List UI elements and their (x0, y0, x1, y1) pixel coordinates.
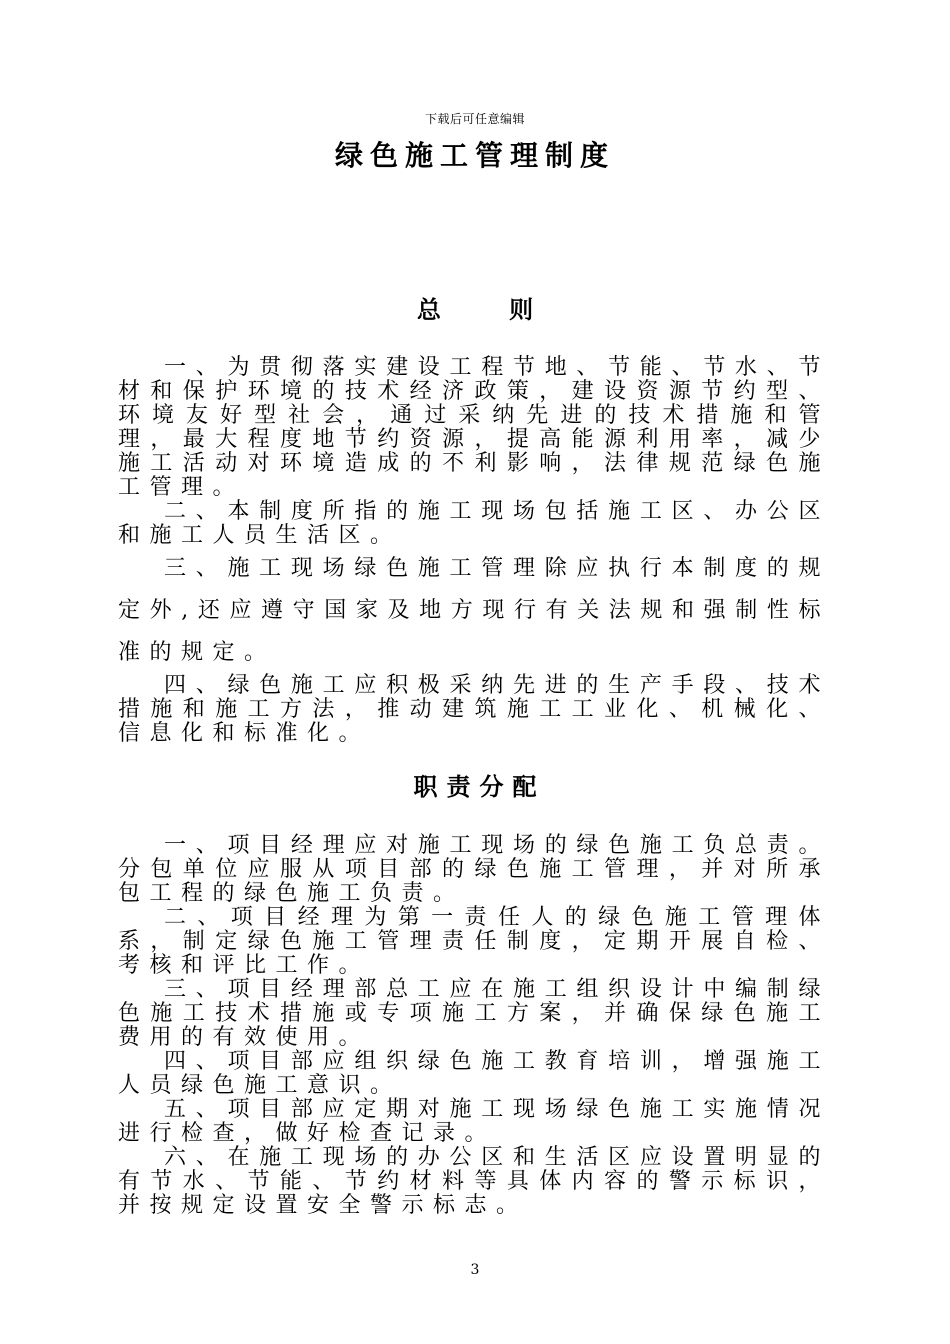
paragraph: 四、绿色施工应积极采纳先进的生产手段、技术措施和施工方法，推动建筑施工工业化、机械化、信息化和标准化。 (118, 673, 830, 746)
paragraph: 三、施工现场绿色施工管理除应执行本制度的规定外,还应遵守国家及地方现行有关法规和强制性标准的规定。 (118, 556, 830, 665)
section-body-general (118, 356, 830, 746)
paragraph: 五、项目部应定期对施工现场绿色施工实施情况进行检查，做好检查记录。 (118, 1097, 830, 1146)
paragraph: 二、本制度所指的施工现场包括施工区、办公区和施工人员生活区。 (118, 499, 830, 548)
paragraph: 一、为贯彻落实建设工程节地、节能、节水、节材和保护环境的技术经济政策，建设资源节约型、环境友好型社会，通过采纳先进的技术措施和管理，最大程度地节约资源，提高能源利用率，减少施工活动对环境造成的不利影响，法律规范绿色施工管理。 (118, 355, 830, 500)
paragraph: 六、在施工现场的办公区和生活区应设置明显的有节水、节能、节约材料等具体内容的警示标识，并按规定设置安全警示标志。 (118, 1145, 830, 1218)
document-title: 绿色施工管理制度 (334, 139, 615, 172)
header-note: 下载后可任意编辑 (424, 112, 525, 126)
paragraph: 二、项目经理为第一责任人的绿色施工管理体系，制定绿色施工管理责任制度，定期开展自检、考核和评比工作。 (118, 905, 830, 978)
section-heading-general: 总 则 (416, 295, 564, 324)
section-body-responsibilities (118, 834, 830, 1218)
page-number: 3 (470, 1262, 480, 1278)
section-heading-responsibilities: 职责分配 (413, 772, 546, 801)
paragraph: 一、项目经理应对施工现场的绿色施工负总责。分包单位应服从项目部的绿色施工管理，并对所承包工程的绿色施工负责。 (118, 833, 830, 906)
paragraph: 三、项目经理部总工应在施工组织设计中编制绿色施工技术措施或专项施工方案，并确保绿色施工费用的有效使用。 (118, 977, 830, 1050)
paragraph: 四、项目部应组织绿色施工教育培训，增强施工人员绿色施工意识。 (118, 1049, 830, 1098)
